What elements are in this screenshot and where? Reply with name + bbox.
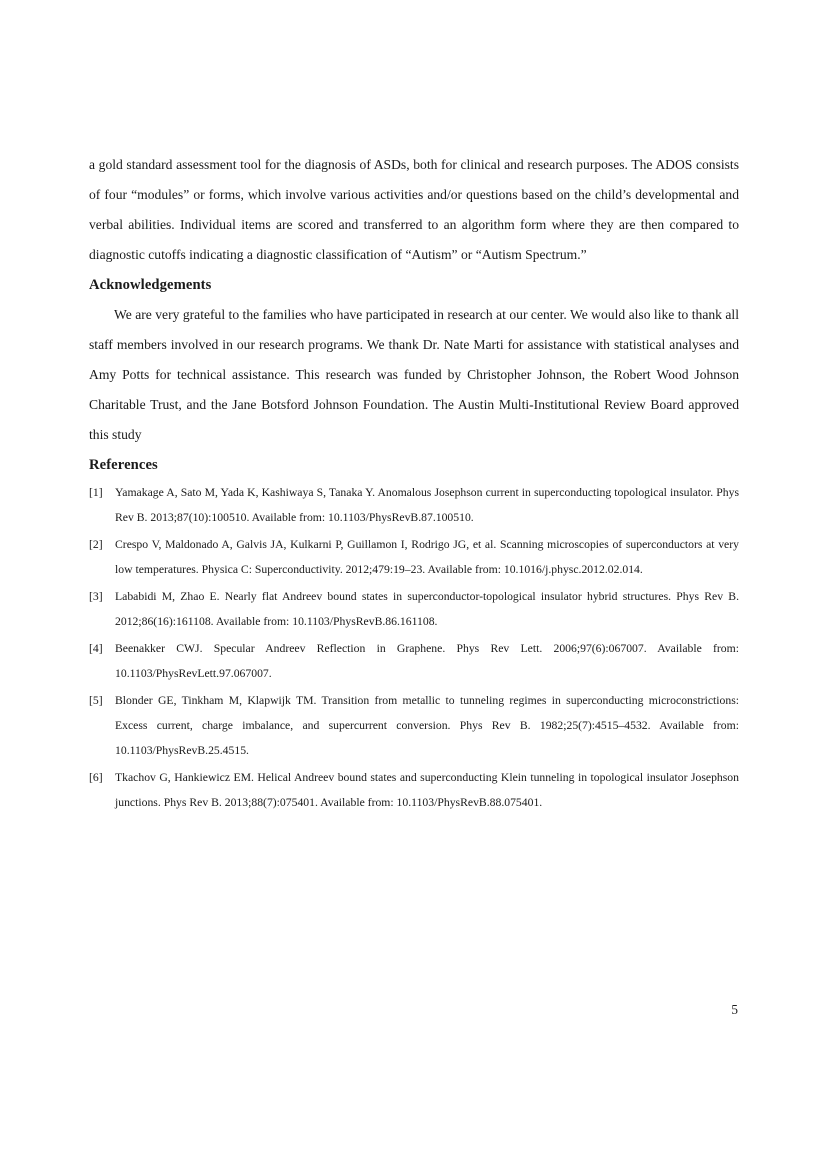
reference-text: Crespo V, Maldonado A, Galvis JA, Kulkarni P, Guillamon I, Rodrigo JG, et al. Scanning microscopies of superconductors at very low temperatures. Physica C: Superconductivity. 2012;479:19–23. Available from: 10.1016/j.physc.2012.02.014. [115, 538, 739, 576]
reference-item [89, 688, 739, 763]
reference-item [89, 480, 739, 530]
reference-text: Tkachov G, Hankiewicz EM. Helical Andreev bound states and superconducting Klein tunneling in topological insulator Josephson junctions. Phys Rev B. 2013;88(7):075401. Available from: 10.1103/PhysRevB.88.075401. [115, 771, 739, 809]
acknowledgements-heading: Acknowledgements [89, 277, 212, 293]
reference-marker: [3] [89, 590, 103, 603]
reference-item [89, 765, 739, 815]
reference-text: Yamakage A, Sato M, Yada K, Kashiwaya S, Tanaka Y. Anomalous Josephson current in superconducting topological insulator. Phys Rev B. 2013;87(10):100510. Available from: 10.1103/PhysRevB.87.100510. [115, 486, 739, 524]
reference-marker: [4] [89, 642, 103, 655]
reference-marker: [6] [89, 771, 103, 784]
reference-text: Blonder GE, Tinkham M, Klapwijk TM. Transition from metallic to tunneling regimes in superconducting microconstrictions: Excess current, charge imbalance, and supercurrent conversion. Phys Rev B. 1982;25(7):4515–4532. Available from: 10.1103/PhysRevB.25.4515. [115, 694, 739, 757]
reference-marker: [2] [89, 538, 103, 551]
acknowledgements-paragraph: We are very grateful to the families who have participated in research at our center. We would also like to thank all staff members involved in our research programs. We thank Dr. Nate Marti for assistance with statistical analyses and Amy Potts for technical assistance. This research was funded by Christopher Johnson, the Robert Wood Johnson Charitable Trust, and the Jane Botsford Johnson Foundation. The Austin Multi-Institutional Review Board approved this study [89, 307, 739, 442]
references-heading: References [89, 457, 158, 473]
reference-text: Beenakker CWJ. Specular Andreev Reflection in Graphene. Phys Rev Lett. 2006;97(6):067007. Available from: 10.1103/PhysRevLett.97.067007. [115, 642, 739, 680]
reference-list [89, 480, 739, 815]
reference-item [89, 584, 739, 634]
reference-text: Lababidi M, Zhao E. Nearly flat Andreev bound states in superconductor-topological insulator hybrid structures. Phys Rev B. 2012;86(16):161108. Available from: 10.1103/PhysRevB.86.161108. [115, 590, 739, 628]
continued-body-paragraph: a gold standard assessment tool for the diagnosis of ASDs, both for clinical and research purposes. The ADOS consists of four “modules” or forms, which involve various activities and/or questions based on the child’s developmental and verbal abilities. Individual items are scored and transferred to an algorithm form where they are then compared to diagnostic cutoffs indicating a diagnostic classification of “Autism” or “Autism Spectrum.” [89, 157, 739, 262]
reference-marker: [1] [89, 486, 103, 499]
page-number: 5 [731, 1002, 738, 1017]
reference-marker: [5] [89, 694, 103, 707]
page-text-block [89, 150, 739, 817]
reference-item [89, 532, 739, 582]
reference-item [89, 636, 739, 686]
